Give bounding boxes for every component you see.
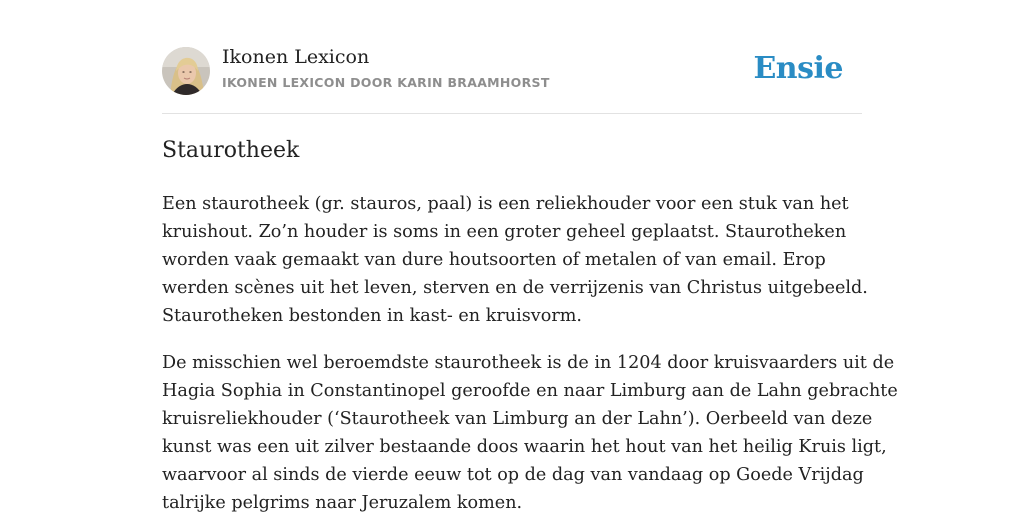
paragraph (162, 190, 872, 330)
author-name[interactable]: Ikonen Lexicon (222, 46, 370, 68)
paragraph-line: Een staurotheek (gr. stauros, paal) is een reliekhouder voor een stuk van het (162, 194, 849, 214)
avatar[interactable] (162, 47, 210, 95)
paragraph-line: waarvoor al sinds de vierde eeuw tot op de dag van vandaag op Goede Vrijdag (162, 465, 864, 485)
header-divider (162, 113, 862, 114)
author-header (162, 46, 862, 96)
paragraph-line: talrijke pelgrims naar Jeruzalem komen. (162, 493, 523, 512)
paragraph-line: De misschien wel beroemdste staurotheek is de in 1204 door kruisvaarders uit de (162, 353, 895, 373)
paragraph-line: kruisreliekhouder (‘Staurotheek van Limburg an der Lahn’). Oerbeeld van deze (162, 409, 873, 429)
paragraph (162, 349, 898, 512)
ensie-logo[interactable]: Ensie (753, 51, 843, 86)
paragraph-line: worden vaak gemaakt van dure houtsoorten of metalen of van email. Erop (162, 250, 826, 270)
article-body (162, 190, 898, 512)
paragraph-line: Staurotheken bestonden in kast- en kruisvorm. (162, 306, 582, 326)
paragraph-line: werden scènes uit het leven, sterven en de verrijzenis van Christus uitgebeeld. (162, 278, 868, 298)
paragraph-line: Hagia Sophia in Constantinopel geroofde en naar Limburg aan de Lahn gebrachte (162, 381, 898, 401)
page-title: Staurotheek (162, 138, 300, 163)
author-subtitle[interactable]: IKONEN LEXICON DOOR KARIN BRAAMHORST (222, 75, 550, 90)
paragraph-line: kunst was een uit zilver bestaande doos waarin het hout van het heilig Kruis ligt, (162, 437, 887, 457)
paragraph-line: kruishout. Zo’n houder is soms in een groter geheel geplaatst. Staurotheken (162, 222, 847, 242)
